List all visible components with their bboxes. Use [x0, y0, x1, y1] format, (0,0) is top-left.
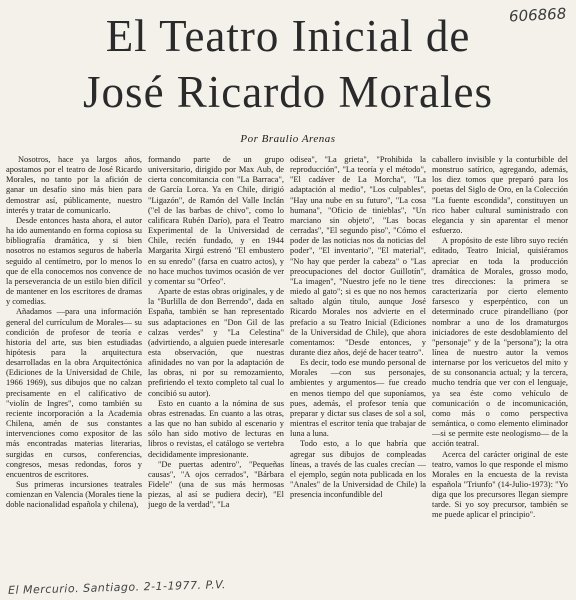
article-title-line-2: José Ricardo Morales — [83, 67, 493, 117]
paragraph: Todo esto, a lo que habría que agregar sus dibujos de compleadas líneas, a través de las cuales crecían —el ejemplo, según nota publicada en los "Anales" de la Universidad de Chile) la presencia inconfundible del — [290, 439, 426, 500]
paragraph: Acerca del carácter original de este teatro, vamos lo que responde el mismo Morales en la encuesta de la revista española "Triunfo" (14-Julio-1973): "Yo diga que los precursores llegan siempre tarde. Si yo soy precursor, también se me puede aplicar el principio". — [432, 449, 568, 520]
handwritten-source-note: El Mercurio. Santiago. 2-1-1977. P.V. — [7, 578, 227, 597]
paragraph: Aparte de estas obras originales, y de la "Burlilla de don Berrendo", dada en España, también se han representado sus adaptaciones en "Don Gil de las calzas verdes" y "La Celestina" (advirtiendo, a alguien puede interesarle esta observación, que nuestras afinidades no van por la adaptación de las obras, ni por su remozamiento, prefiriendo el texto completo tal cual lo concibió su autor). — [148, 287, 284, 398]
article-body — [6, 155, 568, 575]
paragraph: Esto en cuanto a la nómina de sus obras estrenadas. En cuanto a las otras, a las que no han subido al escenario y sólo han sido motivo de lecturas en libros o revistas, el catálogo se vertebra decididamente impresionante. — [148, 398, 284, 459]
article-title-line-1: El Teatro Inicial de — [105, 11, 471, 61]
paragraph: odisea", "La grieta", "Prohibida la reproducción", "La teoría y el método", "El cadáver de La Morcha", "La adaptación al medio", "Los culpables", "Hay una nube en su futuro", "La cosa humana", "Oficio de tinieblas", "Un marciano sin objeto", "Las bocas cerradas", "El segundo piso", "Cómo el poder de las noticias nos da noticias del poder", "El inventario", "El material", "No hay que perder la cabeza" o "Las preocupaciones del doctor Guillotín", "La imagen", "Nuestro jefe no le tiene miedo al gato"; si es que no nos hemos saltado algún título, aunque José Ricardo Morales nos advierte en el prefacio a su Teatro Inicial (Ediciones de la Universidad de Chile), que ahora comentamos: "Desde entonces, y durante diez años, dejé de hacer teatro". — [290, 155, 426, 357]
column-2 — [148, 155, 284, 575]
paragraph: Sus primeras incursiones teatrales comienzan en Valencia (Morales tiene la doble nacionalidad española y chilena), — [6, 480, 142, 510]
column-4 — [432, 155, 568, 575]
paragraph: "De puertas adentro", "Pequeñas causas", "A ojos cerrados", "Bárbara Fidele" (una de sus más hermosas piezas, al así se pudiera decir), "El juego de la verdad", "La — [148, 459, 284, 510]
paragraph: Es decir, todo ese mundo personal de Morales —con sus personajes, ambientes y argumentos— fue creado en menos tiempo del que suponíamos, pues, además, el profesor tenía que preparar y dictar sus clases de sol a sol, mientras el escritor tenía que trabajar de luna a luna. — [290, 358, 426, 439]
paragraph: caballero invisible y la conturbible del monstruo satírico, agregando, además, los diez tomos que preparó para los poetas del Siglo de Oro, en la Colección "La fuente escondida", constituyen un rico haber cultural suministrado con elegancia y sin aparentar el menor esfuerzo. — [432, 155, 568, 236]
byline: Por Braulio Arenas — [240, 133, 336, 145]
paragraph: Desde entonces hasta ahora, el autor ha ido aumentando en forma copiosa su bibliografía dramática, y si bien nosotros no estamos seguros de haberla seguido al centímetro, por lo menos lo que de ella conocemos nos convence de la perseverancia de un estilo bien difícil de mantener en los escritores de dramas y comedias. — [6, 215, 142, 307]
paragraph: formando parte de un grupo universitario, dirigido por Max Aub, de cierta concomitancia con "La Barraca", de García Lorca. Ya en Chile, dirigió "Ligazón", de Ramón del Valle Inclán ("el de las barbas de chivo", como lo calificara Rubén Darío), para el Teatro Experimental de la Universidad de Chile, recién fundado, y en 1944 Margarita Xirgú estrenó "El embustero en su enredo" (farsa en cuatro actos), y no hace muchos tuvimos ocasión de ver y comentar su "Orfeo". — [148, 155, 284, 286]
column-1 — [6, 155, 142, 575]
paragraph: Añadamos —para una información general del currículum de Morales— su condición de profesor de teoría e historia del arte, sus bien estudiadas hipótesis para la arquitectura desarrolladas en la obra Arquitectónica (Ediciones de la Universidad de Chile, 1966 1969), sus dibujos que no calzan precisamente en el calificativo de "violín de Ingres", como también su reciente incorporación a la Academia Chilena, amén de sus constantes intervenciones como expositor de las más encontradas materias literarias, surgidas en cursos, conferencias, congresos, mesas redondas, foros y encuentros de escritores. — [6, 307, 142, 479]
paragraph: A propósito de este libro suyo recién editado, Teatro Inicial, quisiéramos apreciar en toda la producción dramática de Morales, grosso modo, tres direcciones: la primera se caracterizaría por cierto elemento farsesco y esperpéntico, con un determinado cruce pirandelliano (por nombrar a uno de los dramaturgos iniciadores de este desdoblamiento del "personaje" y de la "persona"); la otra línea de nuestro autor la vemos internarse por los vericuetos del mito y de su consonancia actual; y la tercera, mucho tendría que ver con el lenguaje, ya sea éste como vehículo de comunicación o de incomunicación, como más o como perspectiva semántica, o como elemento eliminador —si se permite este neologismo— de la acción teatral. — [432, 236, 568, 449]
archive-number: 606868 — [508, 4, 567, 26]
column-3 — [290, 155, 426, 575]
paragraph: Nosotros, hace ya largos años, apostamos por el teatro de José Ricardo Morales, no tanto por la afición de ganar un desafío sino más bien para demostrar así, públicamente, nuestro interés y tratar de comunicarlo. — [6, 155, 142, 215]
